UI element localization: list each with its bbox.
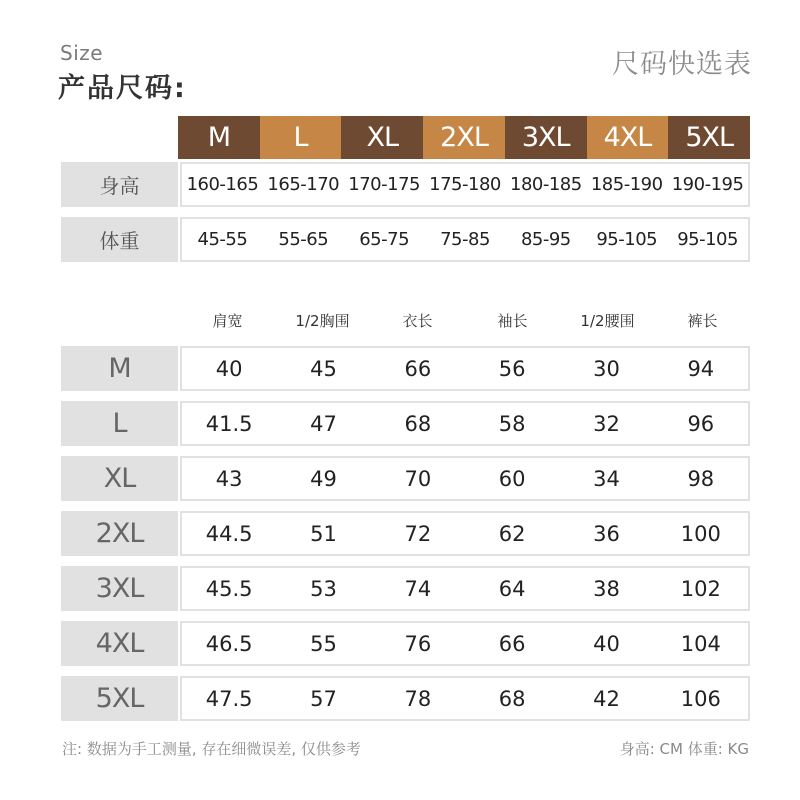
table-row bbox=[61, 621, 750, 666]
measurement-cell: 56 bbox=[498, 356, 526, 381]
size-label: 5XL bbox=[61, 676, 178, 721]
column-header: 袖长 bbox=[497, 312, 528, 330]
range-cell: 75-85 bbox=[440, 229, 490, 250]
row-values bbox=[180, 217, 750, 262]
measurement-cell: 38 bbox=[593, 576, 620, 601]
table-row bbox=[61, 676, 750, 721]
range-cell: 170-175 bbox=[348, 174, 420, 195]
row-values bbox=[180, 162, 750, 207]
measurement-cell: 58 bbox=[498, 411, 526, 436]
measurement-cell: 43 bbox=[215, 466, 243, 491]
measurement-cell: 53 bbox=[310, 576, 337, 601]
measurement-cell: 74 bbox=[404, 576, 432, 601]
row-values bbox=[180, 566, 750, 611]
measurement-cell: 60 bbox=[498, 466, 526, 491]
measurement-cell: 106 bbox=[680, 686, 721, 711]
measurement-cell: 32 bbox=[593, 411, 620, 436]
size-header-m: M bbox=[178, 116, 260, 159]
height-row bbox=[61, 162, 750, 207]
row-values bbox=[180, 621, 750, 666]
size-header-4xl: 4XL bbox=[587, 116, 669, 159]
quick-table-title: 尺码快选表 bbox=[612, 49, 752, 80]
table-row bbox=[61, 346, 750, 391]
measurement-cell: 30 bbox=[593, 356, 620, 381]
row-values bbox=[180, 676, 750, 721]
measurement-cell: 62 bbox=[498, 521, 526, 546]
size-label: L bbox=[61, 401, 178, 446]
range-cell: 175-180 bbox=[429, 174, 501, 195]
measurement-cell: 47.5 bbox=[205, 686, 253, 711]
table-row bbox=[61, 566, 750, 611]
size-header-3xl: 3XL bbox=[505, 116, 587, 159]
measurement-cell: 76 bbox=[404, 631, 432, 656]
measurement-cell: 102 bbox=[680, 576, 721, 601]
row-values bbox=[180, 346, 750, 391]
range-cell: 185-190 bbox=[590, 174, 663, 195]
column-header: 1/2胸围 bbox=[295, 312, 350, 330]
measurement-cell: 100 bbox=[680, 521, 721, 546]
measurement-cell: 68 bbox=[404, 411, 432, 436]
size-label: 4XL bbox=[61, 621, 178, 666]
size-header-5xl: 5XL bbox=[668, 116, 750, 159]
measurement-cell: 66 bbox=[404, 356, 432, 381]
measurement-cell: 104 bbox=[680, 631, 721, 656]
column-header: 衣长 bbox=[402, 312, 433, 330]
measurement-cell: 72 bbox=[404, 521, 432, 546]
range-cell: 165-170 bbox=[267, 174, 340, 195]
measurement-cell: 55 bbox=[310, 631, 337, 656]
size-header-xl: XL bbox=[341, 116, 423, 159]
measurement-cell: 49 bbox=[310, 466, 337, 491]
measurement-cell: 64 bbox=[498, 576, 526, 601]
row-label: 身高 bbox=[61, 162, 178, 207]
range-cell: 55-65 bbox=[278, 229, 329, 250]
measurement-cell: 41.5 bbox=[205, 411, 253, 436]
measurement-note: 注: 数据为手工测量, 存在细微误差, 仅供参考 bbox=[62, 740, 361, 758]
measurement-cell: 40 bbox=[593, 631, 620, 656]
measurement-cell: 45.5 bbox=[205, 576, 253, 601]
measurement-cell: 40 bbox=[215, 356, 243, 381]
range-cell: 180-185 bbox=[510, 174, 582, 195]
measurement-cell: 68 bbox=[498, 686, 526, 711]
size-title-cn: 产品尺码: bbox=[58, 73, 187, 104]
column-header: 裤长 bbox=[687, 312, 718, 330]
range-cell: 95-105 bbox=[677, 229, 738, 250]
range-cell: 65-75 bbox=[359, 229, 410, 250]
size-header-bar bbox=[178, 116, 750, 159]
measurement-cell: 45 bbox=[310, 356, 337, 381]
size-header-2xl: 2XL bbox=[423, 116, 505, 159]
measurement-cell: 78 bbox=[404, 686, 432, 711]
row-label: 体重 bbox=[61, 217, 178, 262]
row-values bbox=[180, 401, 750, 446]
measure-header-row bbox=[180, 310, 750, 332]
range-cell: 45-55 bbox=[197, 229, 248, 250]
measurement-cell: 51 bbox=[310, 521, 337, 546]
size-label: M bbox=[61, 346, 178, 391]
measurement-cell: 44.5 bbox=[205, 521, 253, 546]
size-title-en: Size bbox=[60, 41, 104, 65]
measurement-cell: 42 bbox=[593, 686, 620, 711]
table-row bbox=[61, 456, 750, 501]
column-header: 1/2腰围 bbox=[580, 312, 635, 330]
range-cell: 85-95 bbox=[520, 229, 571, 250]
measurement-cell: 94 bbox=[687, 356, 715, 381]
size-label: XL bbox=[61, 456, 178, 501]
measurement-cell: 47 bbox=[310, 411, 337, 436]
size-label: 2XL bbox=[61, 511, 178, 556]
range-cell: 190-195 bbox=[671, 174, 744, 195]
table-row bbox=[61, 511, 750, 556]
units-note: 身高: CM 体重: KG bbox=[619, 740, 749, 758]
measurement-cell: 36 bbox=[593, 521, 620, 546]
measurement-cell: 98 bbox=[687, 466, 715, 491]
range-cell: 95-105 bbox=[596, 229, 658, 250]
row-values bbox=[180, 511, 750, 556]
measurement-cell: 57 bbox=[310, 686, 337, 711]
column-header: 肩宽 bbox=[212, 312, 243, 330]
measurement-cell: 46.5 bbox=[205, 631, 253, 656]
size-label: 3XL bbox=[61, 566, 178, 611]
measurement-cell: 70 bbox=[404, 466, 432, 491]
table-row bbox=[61, 401, 750, 446]
measurement-cell: 34 bbox=[593, 466, 620, 491]
measurement-cell: 66 bbox=[498, 631, 526, 656]
size-header-l: L bbox=[260, 116, 342, 159]
row-values bbox=[180, 456, 750, 501]
range-cell: 160-165 bbox=[186, 174, 259, 195]
measurement-cell: 96 bbox=[687, 411, 715, 436]
weight-row bbox=[61, 217, 750, 262]
